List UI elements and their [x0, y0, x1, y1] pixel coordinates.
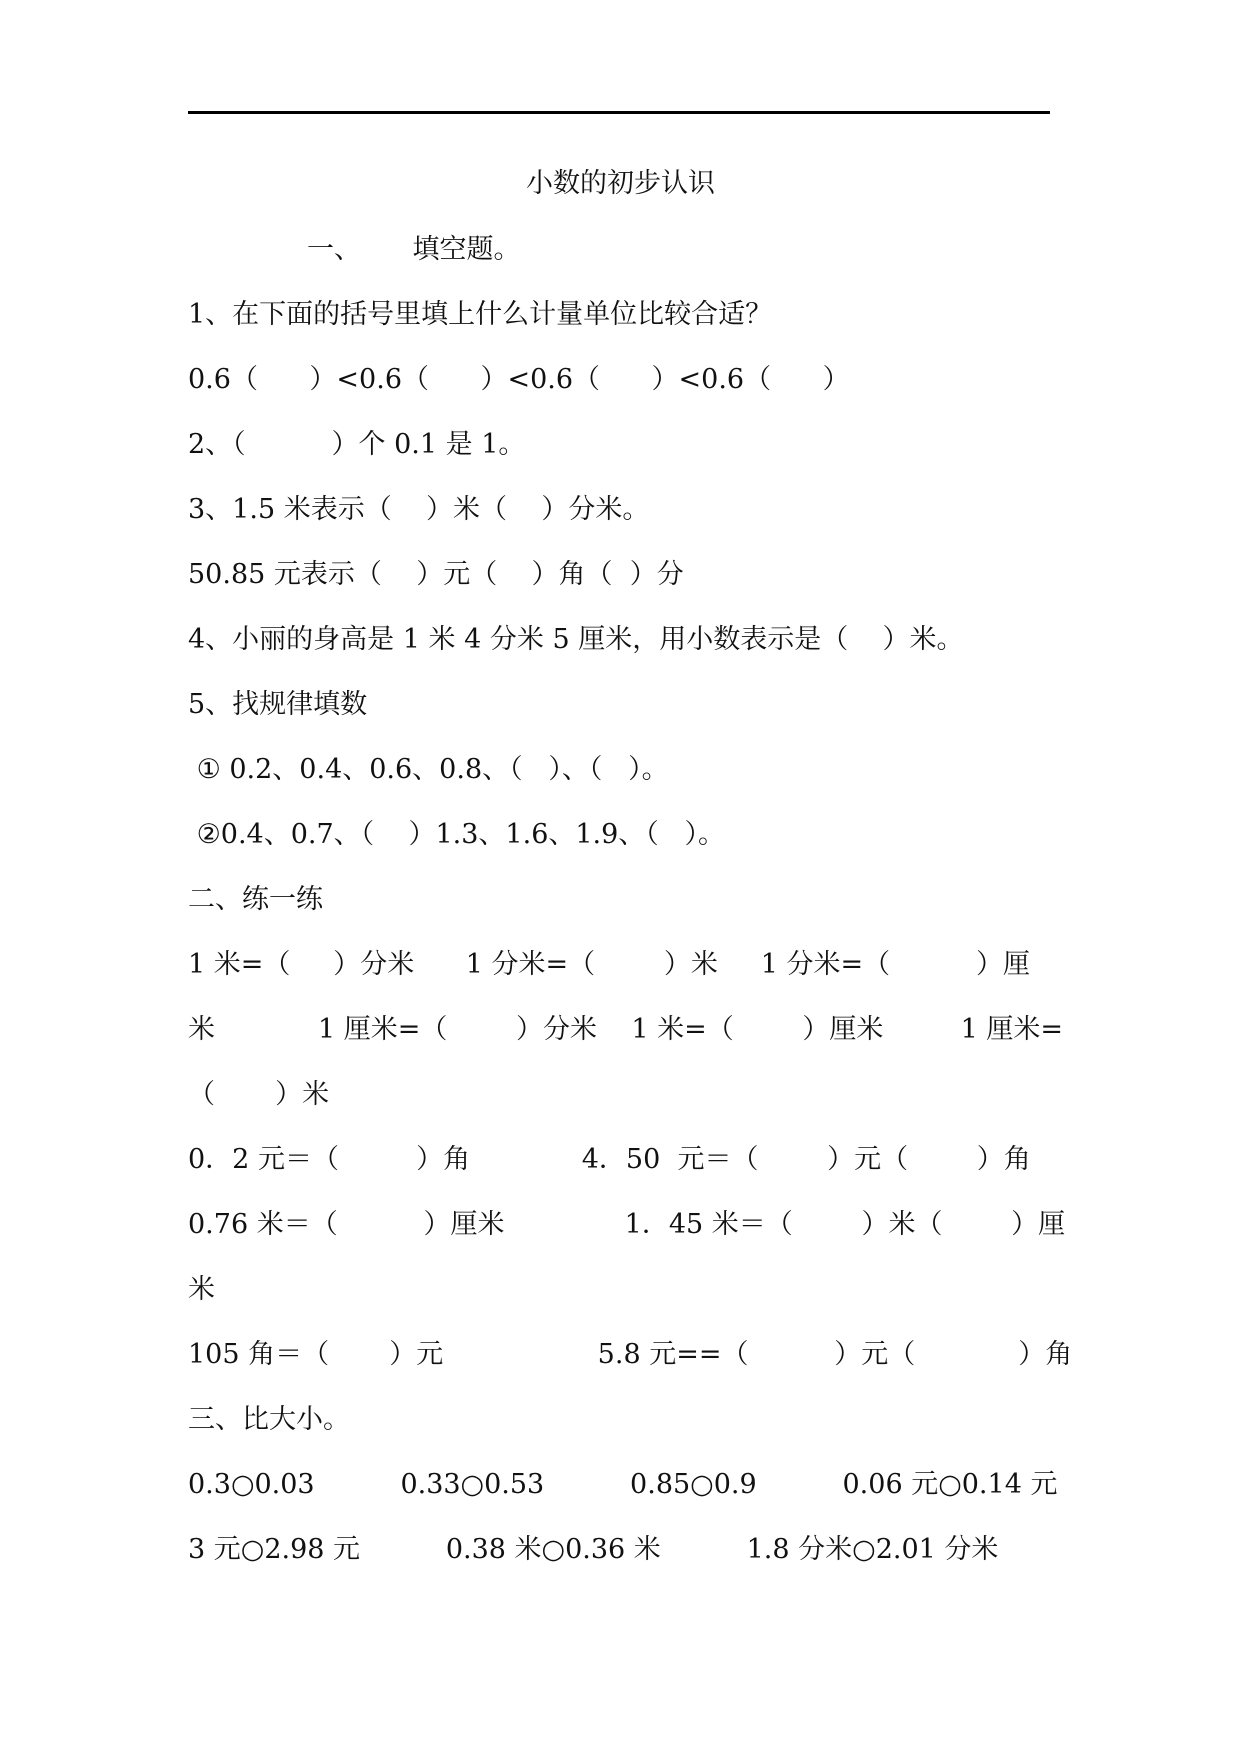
question-3-money: 50.85 元表示（ ）元（ ）角（ ）分 [188, 559, 684, 590]
question-4: 4、小丽的身高是 1 米 4 分米 5 厘米，用小数表示是（ ）米。 [188, 624, 964, 655]
header-rule [188, 111, 1050, 114]
practice-line-2: 米 1 厘米=（ ）分米 1 米=（ ）厘米 1 厘米= [188, 1014, 1064, 1045]
practice-line-1: 1 米=（ ）分米 1 分米=（ ）米 1 分米=（ ）厘 [188, 949, 1030, 980]
section1-heading: 一、 填空题。 [307, 234, 521, 265]
section3-heading: 三、比大小。 [188, 1404, 350, 1435]
question-1-blanks: 0.6（ ）<0.6（ ）<0.6（ ）<0.6（ ） [188, 364, 850, 395]
practice-line-6: 米 [188, 1274, 215, 1305]
question-3: 3、1.5 米表示（ ）米（ ）分米。 [188, 494, 650, 525]
practice-line-3: （ ）米 [188, 1079, 330, 1110]
compare-line-1: 0.3○0.03 0.33○0.53 0.85○0.9 0.06 元○0.14 元 [188, 1469, 1058, 1500]
question-2: 2、（ ）个 0.1 是 1。 [188, 429, 526, 460]
practice-line-7: 105 角＝（ ）元 5.8 元==（ ）元（ ）角 [188, 1339, 1073, 1370]
question-5-part-1: ① 0.2、0.4、0.6、0.8、（ ）、（ ）。 [188, 754, 669, 785]
question-5-part-2: ②0.4、0.7、（ ）1.3、1.6、1.9、（ ）。 [188, 819, 726, 850]
section2-heading: 二、练一练 [188, 884, 323, 915]
question-5: 5、找规律填数 [188, 689, 368, 720]
practice-line-5: 0.76 米＝（ ）厘米 1．45 米＝（ ）米（ ）厘 [188, 1209, 1066, 1240]
practice-line-4: 0．2 元＝（ ）角 4．50 元＝（ ）元（ ）角 [188, 1144, 1031, 1175]
question-1: 1、在下面的括号里填上什么计量单位比较合适？ [188, 299, 773, 330]
page-title: 小数的初步认识 [526, 168, 715, 199]
compare-line-2: 3 元○2.98 元 0.38 米○0.36 米 1.8 分米○2.01 分米 [188, 1534, 999, 1565]
